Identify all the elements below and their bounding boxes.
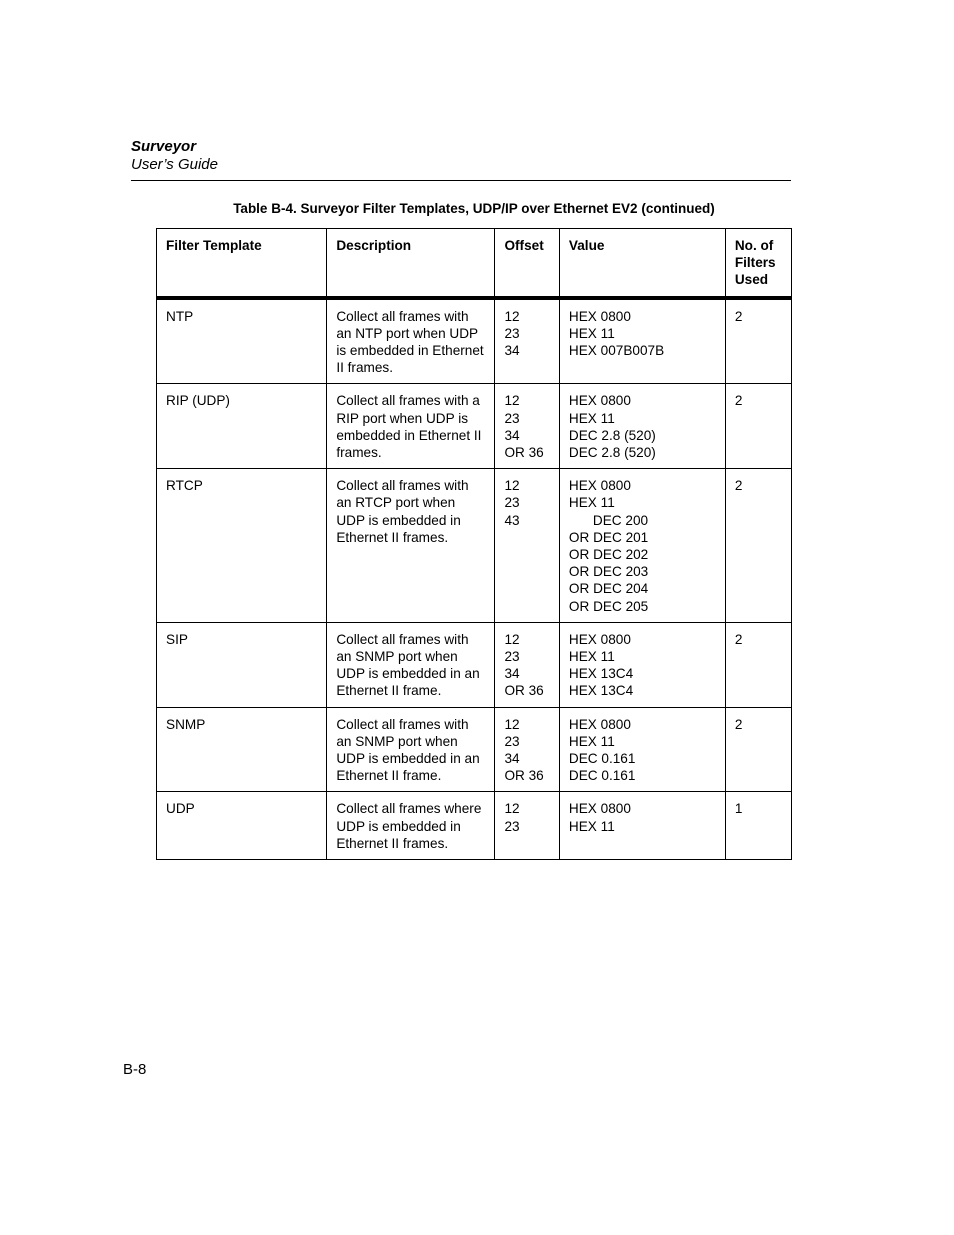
filter-value: OR DEC 203 [568,564,649,580]
offset-value: 23 [504,733,520,749]
table-header-row [157,229,792,298]
filter-value: HEX 0800 [568,478,631,494]
guide-title: User’s Guide [131,156,218,173]
table-row [157,384,792,469]
value-cell [559,622,725,707]
description-cell: Collect all frames with an RTCP port when UDP is embedded in Ethernet II frames. [327,469,495,623]
filter-template-cell: SIP [157,622,327,707]
offset-value: 12 [504,801,520,817]
filters-used-cell: 2 [725,469,791,623]
offset-value: 34 [504,666,520,682]
filter-value: DEC 200 [592,512,649,528]
filter-value: HEX 11 [568,495,615,511]
offset-cell [495,622,559,707]
offset-value: 34 [504,427,520,443]
filter-value: HEX 11 [568,325,615,341]
value-cell [559,469,725,623]
filters-used-cell: 1 [725,792,791,860]
table-row [157,707,792,792]
description-cell: Collect all frames with an SNMP port when UDP is embedded in an Ethernet II frame. [327,707,495,792]
filter-value: HEX 0800 [568,801,631,817]
filter-value: DEC 0.161 [568,768,636,784]
offset-cell [495,384,559,469]
filter-value: OR DEC 205 [568,598,649,614]
table-row [157,622,792,707]
offset-value: 23 [504,649,520,665]
offset-value: 12 [504,631,520,647]
filters-used-cell: 2 [725,298,791,384]
offset-value: 23 [504,410,520,426]
offset-cell [495,298,559,384]
description-cell: Collect all frames with a RIP port when UDP is embedded in Ethernet II frames. [327,384,495,469]
description-cell: Collect all frames where UDP is embedded in Ethernet II frames. [327,792,495,860]
offset-value: OR 36 [504,683,544,699]
filter-value: HEX 13C4 [568,683,634,699]
filter-templates-table [156,228,792,860]
column-header-filters-used: No. of Filters Used [725,229,791,298]
filters-used-cell: 2 [725,707,791,792]
table-row [157,469,792,623]
filter-value: HEX 13C4 [568,666,634,682]
value-cell [559,384,725,469]
offset-value: 12 [504,308,520,324]
filters-used-cell: 2 [725,622,791,707]
filter-template-cell: NTP [157,298,327,384]
filter-value: DEC 2.8 (520) [568,445,656,461]
table-caption: Table B-4. Surveyor Filter Templates, UDP/IP over Ethernet EV2 (continued) [233,201,715,216]
page-number: B-8 [123,1061,147,1078]
filter-value: DEC 2.8 (520) [568,427,656,443]
filter-value: HEX 11 [568,410,615,426]
filter-value: HEX 0800 [568,631,631,647]
offset-value: 34 [504,751,520,767]
value-cell [559,792,725,860]
offset-value: 12 [504,478,520,494]
filter-value: HEX 0800 [568,393,631,409]
filter-value: OR DEC 201 [568,529,649,545]
running-head [131,138,791,174]
filter-value: HEX 0800 [568,308,631,324]
filter-template-cell: RTCP [157,469,327,623]
value-cell [559,707,725,792]
offset-value: 12 [504,716,520,732]
filter-template-cell: SNMP [157,707,327,792]
offset-value: 23 [504,325,520,341]
filter-value: OR DEC 202 [568,547,649,563]
filter-value: HEX 0800 [568,716,631,732]
description-cell: Collect all frames with an NTP port when UDP is embedded in Ethernet II frames. [327,298,495,384]
offset-cell [495,469,559,623]
offset-value: 12 [504,393,520,409]
offset-value: OR 36 [504,768,544,784]
table-row [157,792,792,860]
filter-value: HEX 11 [568,649,615,665]
filter-value: HEX 007B007B [568,343,665,359]
filter-value: HEX 11 [568,818,615,834]
column-header-filter-template: Filter Template [157,229,327,298]
offset-value: OR 36 [504,445,544,461]
column-header-description: Description [327,229,495,298]
offset-value: 34 [504,343,520,359]
offset-value: 43 [504,512,520,528]
header-rule [131,180,791,181]
table-row [157,298,792,384]
offset-cell [495,707,559,792]
description-cell: Collect all frames with an SNMP port when UDP is embedded in an Ethernet II frame. [327,622,495,707]
filter-value: HEX 11 [568,733,615,749]
filter-value: OR DEC 204 [568,581,649,597]
filter-value: DEC 0.161 [568,751,636,767]
filters-used-cell: 2 [725,384,791,469]
offset-value: 23 [504,818,520,834]
column-header-value: Value [559,229,725,298]
column-header-offset: Offset [495,229,559,298]
value-cell [559,298,725,384]
offset-cell [495,792,559,860]
filter-template-cell: RIP (UDP) [157,384,327,469]
book-title: Surveyor [131,138,197,155]
offset-value: 23 [504,495,520,511]
filter-template-cell: UDP [157,792,327,860]
